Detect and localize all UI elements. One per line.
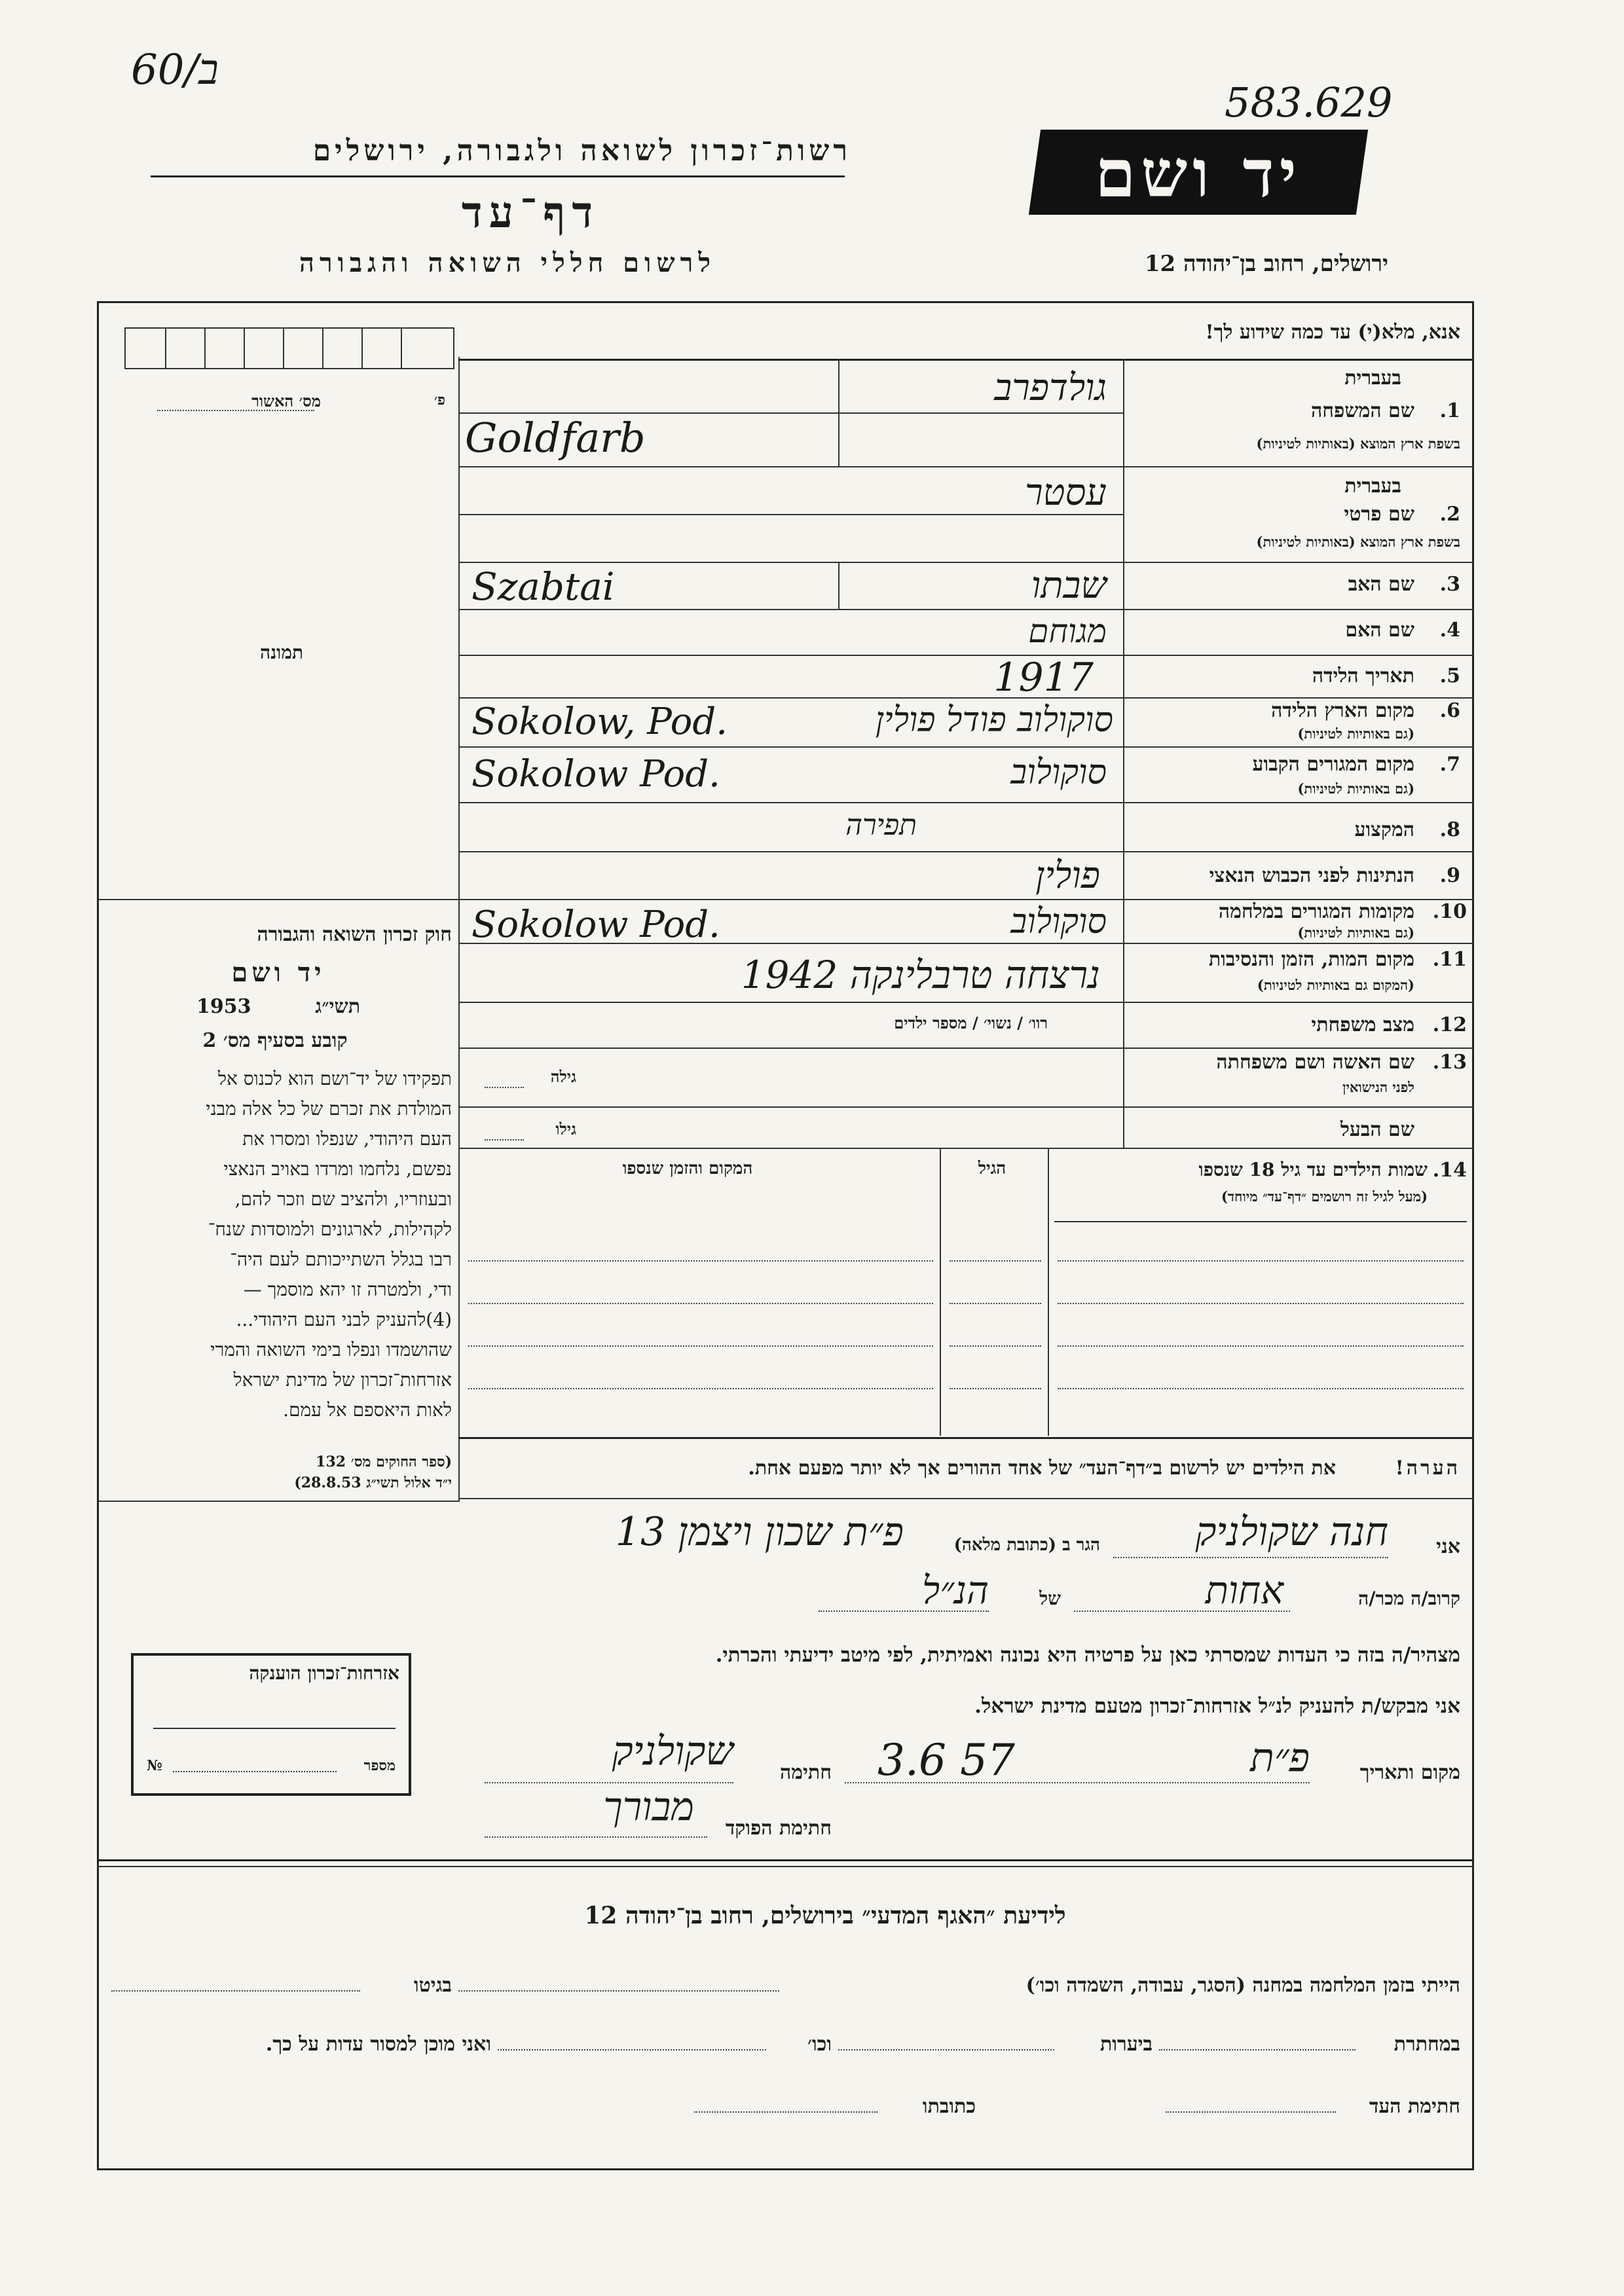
in-hebrew-label-1: בעברית bbox=[1344, 367, 1401, 390]
corner-note: 60/ב bbox=[131, 46, 219, 94]
frame-right bbox=[1472, 301, 1474, 2170]
relation-value: אחות bbox=[1205, 1568, 1283, 1613]
certificate-no-symbol: № bbox=[147, 1757, 162, 1774]
nationality-value: פולין bbox=[1035, 854, 1100, 897]
of-value: הנ״ל bbox=[921, 1568, 989, 1613]
mother-name-hebrew: מגוחם bbox=[1028, 612, 1107, 650]
frame-top bbox=[97, 301, 1474, 303]
document-subtitle: לרשום חללי השואה והגבורה bbox=[299, 247, 716, 278]
field-profession-label: המקצוע bbox=[1354, 818, 1414, 841]
declarant-name: חנה שקולניק bbox=[1195, 1509, 1388, 1555]
family-name-hebrew: גולדפרב bbox=[994, 367, 1107, 409]
family-name-latin: Goldfarb bbox=[465, 414, 646, 462]
place-date-label: מקום ותאריך bbox=[1359, 1761, 1460, 1784]
field-residence-label: מקום המגורים הקבוע bbox=[1252, 753, 1414, 776]
instruction-line: אנא, מלא(י) עד כמה שידוע לך! bbox=[1205, 321, 1460, 344]
footer-willing: ואני מוכן למסור עדות על כך. bbox=[265, 2033, 491, 2056]
note-label: הערה! bbox=[1395, 1457, 1460, 1480]
photo-box-right bbox=[458, 357, 460, 900]
footer-etc: וכו׳ bbox=[807, 2033, 832, 2056]
signature-label: חתימה bbox=[780, 1761, 832, 1784]
law-title: חוק זכרון השואה והגבורה bbox=[257, 923, 452, 946]
frame-bottom bbox=[97, 2168, 1474, 2170]
residing-label: הגר ב (כתובת מלאה) bbox=[953, 1535, 1100, 1555]
law-year: 1953 bbox=[196, 995, 251, 1018]
approval-cells bbox=[124, 327, 454, 369]
footer-line-1: הייתי בזמן המלחמה במחנה (הסגר, עבודה, השמדה וכו׳) bbox=[1025, 1974, 1460, 1997]
field-wife-label: שם האשה ושם משפחתה bbox=[1216, 1051, 1414, 1074]
profession-value: תפירה bbox=[845, 809, 917, 842]
footer-title: לידיעת ״האגף המדעי״ בירושלים, רחוב בן־יהודה 12 bbox=[584, 1902, 1066, 1929]
address: ירושלים, רחוב בן־יהודה 12 bbox=[1144, 251, 1388, 277]
law-section: קובע בסעיף מס׳ 2 bbox=[202, 1029, 348, 1052]
children-place-header: המקום והזמן שנספו bbox=[622, 1159, 753, 1178]
first-name-hebrew: עסטר bbox=[1025, 471, 1107, 514]
law-name: יד ושם bbox=[231, 957, 325, 988]
field-wartime-residence-label: מקומות המגורים במלחמה bbox=[1218, 900, 1414, 923]
marital-options: רוו׳ / נשוי׳ / מספר ילדים bbox=[894, 1013, 1048, 1032]
in-hebrew-label-2: בעברית bbox=[1344, 475, 1401, 498]
field-birth-date-label: תאריך הלידה bbox=[1312, 665, 1414, 687]
date-value: 3.6 57 bbox=[877, 1735, 1015, 1785]
declaration-text: מצהיר/ה בזה כי העדות שמסרתי כאן על פרטיה היא נכונה ואמיתית, לפי מיטב ידיעתי והכרתי. bbox=[715, 1643, 1460, 1667]
father-name-hebrew: שבתו bbox=[1031, 564, 1107, 607]
approval-prefix: פ׳ bbox=[434, 392, 445, 409]
note-text: את הילדים יש לרשום ב״דף־העד״ של אחד ההורים אך לא יותר מפעם אחת. bbox=[748, 1457, 1336, 1480]
husband-age-label: גילו bbox=[555, 1120, 576, 1139]
declarant-address: פ״ת שכון ויצמן 13 bbox=[615, 1509, 904, 1555]
field-mother-name-label: שם האם bbox=[1345, 619, 1414, 642]
birth-date-value: 1917 bbox=[993, 655, 1094, 701]
relation-label: קרוב/ה מכר/ה bbox=[1358, 1588, 1460, 1609]
children-age-header: הגיל bbox=[978, 1159, 1006, 1178]
birth-place-hebrew: סוקולוב פודל פולין bbox=[875, 701, 1113, 740]
certificate-number-label: מספר bbox=[363, 1757, 396, 1774]
officer-signature: מבורך bbox=[603, 1784, 694, 1830]
footer-address: כתובתו bbox=[922, 2095, 976, 2118]
place-value: פ״ת bbox=[1250, 1735, 1310, 1781]
field-husband-label: שם הבעל bbox=[1340, 1118, 1414, 1141]
father-name-latin: Szabtai bbox=[471, 564, 615, 609]
certificate-title: אזרחות־זכרון הוענקה bbox=[249, 1662, 399, 1684]
logo-text: יד ושם bbox=[1095, 135, 1302, 212]
wife-age-label: גילה bbox=[550, 1067, 576, 1086]
officer-label: חתימת הפוקד bbox=[725, 1817, 832, 1840]
footer-ghetto: בגיטו bbox=[413, 1974, 452, 1997]
field-first-name-label: שם פרטי bbox=[1344, 503, 1414, 526]
law-year-hebrew: תשי״ג bbox=[315, 995, 360, 1018]
law-text: תפקידו של יד־ושם הוא לכנוס אל המולדת את זכרם של כל אלה מבני העם היהודי, שנפלו ומסרו את נפשם, נלחמו ומרדו באויב הנאצי ובעוזריו, ולהציב שם וזכר להם, לקהילות, לארגונים ולמוסדות שנח־ רבו בגלל השתייכותם לעם היה־ ודי, ולמטרה זו יהא מוסמך — (4)להעניק לבני העם היהודי... שהושמדו ונפלו בימי השואה והמרי אזרחות־זכרון של מדינת ישראל לאות היאספם אל עמם. bbox=[206, 1068, 452, 1421]
footer-forests: ביערות bbox=[1099, 2033, 1153, 2056]
frame-left bbox=[97, 301, 99, 2170]
law-ref-1: (ספר החוקים מס׳ 132 bbox=[316, 1453, 452, 1470]
approval-label: מס׳ האשור bbox=[251, 392, 321, 410]
residence-latin: Sokolow Pod. bbox=[471, 753, 720, 795]
footer-witness-signature: חתימת העד bbox=[1369, 2095, 1460, 2118]
label-column-divider bbox=[1123, 359, 1124, 1148]
signature-value: שקולניק bbox=[612, 1728, 733, 1774]
field-marital-label: מצב משפחתי bbox=[1311, 1013, 1414, 1036]
certificate-box bbox=[131, 1653, 411, 1796]
reference-number: 583.629 bbox=[1225, 79, 1393, 126]
footer-underground: במחתרת bbox=[1393, 2033, 1460, 2056]
request-text: אני מבקש/ת להעניק לנ״ל אזרחות־זכרון מטעם מדינת ישראל. bbox=[974, 1694, 1460, 1718]
field-nationality-label: הנתינות לפני הכבוש הנאצי bbox=[1209, 864, 1414, 887]
testimony-page: 60/ב 583.629 רשות־זכרון לשואה ולגבורה, ירושלים דף־עד לרשום חללי השואה והגבורה יד ושם ירושלים, רחוב בן־יהודה 12 מס׳ האשור פ׳ תמונה חוק זכרון השואה והגבורה יד ושם 1953 תשי״ג קובע בסעיף מס׳ 2 תפקידו של יד־ושם הוא לכנוס אל המולדת את זכרם של כל אלה מבני העם היהודי, שנפלו ומסרו את נפשם, נלחמו ומרדו באויב הנאצי ובעוזריו, ולהציב שם וזכר להם, לקהילות, לארגונים ולמוסדות שנח־ רבו בגלל השתייכותם לעם היה־ ודי, ולמטרה זו יהא מוסמך — (4)להעניק לבני העם היהודי... שהושמדו ונפלו בימי השואה והמרי אזרחות־זכרון של מדינת ישראל לאות היאספם אל עמם. (ספר החוקים מס׳ 132 י״ד אלול תשי״ג 28.8.53) אזרחות־זכרון הוענקה מספר № אנא, מלא(י) עד כמה שידוע לך! בעברית 1. שם המשפחה בשפת ארץ המוצא (באותיות לטיניות) בעברית 2. שם פרטי בשפת ארץ המוצא (באותיות לטיניות) 3. שם האב 4. שם האם 5. תאריך הלידה 6. מקום הארץ הלידה (גם באותיות לטיניות) 7. מקום המגורים הקבוע (גם באותיות לטיניות) 8. המקצוע 9. הנתינות לפני הכבוש הנאצי 10. מקומות המגורים במלחמה (גם באותיות לטיניות) 11. מקום המות, הזמן והנסיבות (המקום גם באותיות לטיניות) 12. מצב משפחתי 13. שם האשה ושם משפחתה לפני הנישואין שם הבעל גולדפרב Goldfarb עסטר שבתו Szabtai מגוחם 1917 סוקולוב פודל פולין Sokolow, Pod. סוקולוב Sokolow Pod. תפירה פולין סוקולוב Sokolow Pod. נרצחה טרבלינקה 1942 רוו׳ / נשוי׳ / מספר ילדים גילה גילו 14. שמות הילדים עד גיל 18 שנספו (מעל לגיל זה רושמים ״דף־עד״ מיוחד) הגיל המקום והזמן שנספו הערה! את הילדים יש לרשום ב״דף־העד״ של אחד ההורים אך לא יותר מפעם אחת. אני חנה שקולניק הגר ב (כתובת מלאה) פ״ת שכון ויצמן 13 קרוב/ה מכר/ה אחות של הנ״ל מצהיר/ה בזה כי העדות שמסרתי כאן על פרטיה היא נכונה ואמיתית, לפי מיטב ידיעתי והכרתי. אני מבקש/ת להעניק לנ״ל אזרחות־זכרון מטעם מדינת ישראל. מקום ותאריך פ״ת 3.6 57 חתימה שקולניק חתימת הפוקד מבורך לידיעת ״האגף המדעי״ בירושלים, רחוב בן־יהודה 12 הייתי בזמן המלחמה במחנה (הסגר, עבודה, השמדה וכו׳) בגיטו במחתרת ביערות וכו׳ ואני מוכן למסור עדות על כך. חתימת העד כתובתו bbox=[0, 0, 1624, 2296]
org-line: רשות־זכרון לשואה ולגבורה, ירושלים bbox=[312, 134, 851, 168]
document-title: דף־עד bbox=[461, 187, 600, 238]
photo-label: תמונה bbox=[259, 642, 304, 663]
law-ref-2: י״ד אלול תשי״ג 28.8.53) bbox=[294, 1474, 452, 1491]
birth-place-latin: Sokolow, Pod. bbox=[471, 701, 728, 743]
death-details: נרצחה טרבלינקה 1942 bbox=[741, 953, 1100, 997]
declarant-ani: אני bbox=[1436, 1535, 1460, 1558]
field-birth-place-label: מקום הארץ הלידה bbox=[1271, 699, 1414, 722]
children-label: שמות הילדים עד גיל 18 שנספו bbox=[1198, 1159, 1428, 1180]
field-death-label: מקום המות, הזמן והנסיבות bbox=[1208, 948, 1414, 971]
field-father-name-label: שם האב bbox=[1348, 573, 1414, 596]
field-family-name-label: שם המשפחה bbox=[1310, 399, 1414, 422]
header-rule bbox=[151, 175, 845, 177]
residence-hebrew: סוקולוב bbox=[1010, 753, 1107, 792]
wartime-residence-hebrew: סוקולוב bbox=[1010, 902, 1107, 941]
of-label: של bbox=[1039, 1588, 1061, 1609]
wartime-residence-latin: Sokolow Pod. bbox=[471, 903, 720, 946]
